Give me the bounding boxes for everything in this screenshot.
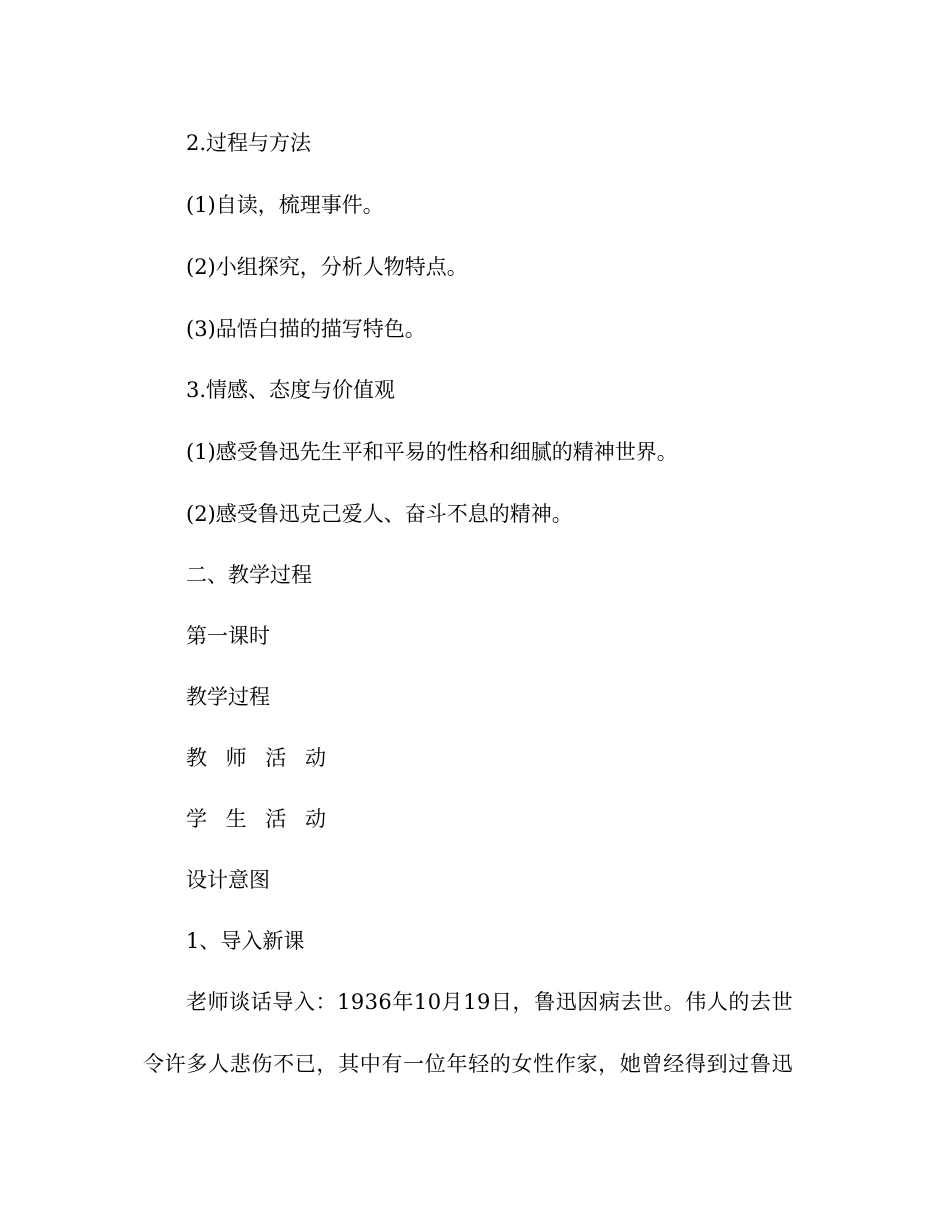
section-heading-emotion-values: 3.情感、态度与价值观 <box>186 378 396 402</box>
lesson-label-first-period: 第一课时 <box>186 624 270 648</box>
list-item-feel-character: (1)感受鲁迅先生平和平易的性格和细腻的精神世界。 <box>186 440 678 464</box>
table-label-teacher-activity: 教 师 活 动 <box>186 746 333 770</box>
table-label-student-activity: 学 生 活 动 <box>186 807 333 831</box>
table-label-design-intent: 设计意图 <box>186 868 270 892</box>
section-heading-process-method: 2.过程与方法 <box>186 131 312 155</box>
list-item-self-reading: (1)自读，梳理事件。 <box>186 193 384 217</box>
list-item-feel-spirit: (2)感受鲁迅克己爱人、奋斗不息的精神。 <box>186 502 573 526</box>
section-heading-teaching-process: 二、教学过程 <box>186 563 312 587</box>
list-item-sketch-style: (3)品悟白描的描写特色。 <box>186 317 426 341</box>
list-item-group-inquiry: (2)小组探究，分析人物特点。 <box>186 255 468 279</box>
step-heading-introduction: 1、导入新课 <box>186 929 305 953</box>
body-paragraph-introduction: 老师谈话导入：1936年10月19日，鲁迅因病去世。伟人的去世令许多人悲伤不已，其中有一位年轻的女性作家，她曾经得到过鲁迅 <box>143 990 793 1076</box>
table-label-teaching-process: 教学过程 <box>186 685 270 709</box>
